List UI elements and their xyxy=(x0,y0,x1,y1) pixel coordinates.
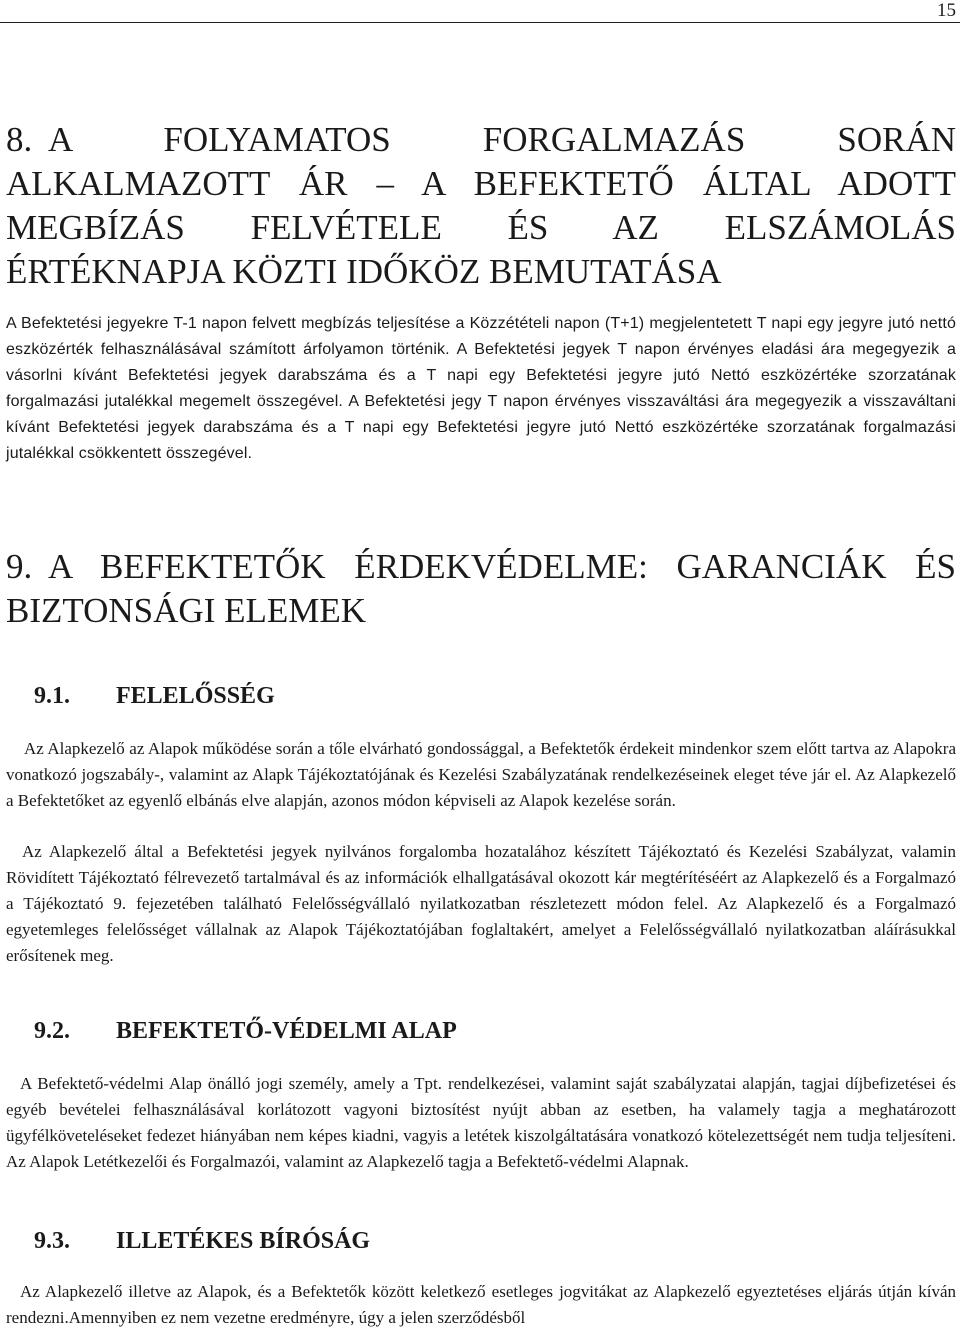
section-9-2-title: BEFEKTETŐ-VÉDELMI ALAP xyxy=(116,1018,457,1044)
section-8-heading xyxy=(6,118,956,294)
section-9-2-number: 9.2. xyxy=(34,1018,70,1044)
section-8-paragraph: A Befektetési jegyekre T-1 napon felvett megbízás teljesítése a Közzétételi napon (T+1) megjelentetett T napi egy jegyre jutó nettó eszközérték felhasználásával számított árfolyamon történik. A Befektetési jegyek T napon érvényes eladási ára megegyezik a vásorlni kívánt Befektetési jegyek darabszáma és a T napi egy Befektetési jegyre jutó Nettó eszközértéke szorzatának forgalmazási jutalékkal megemelt összegével. A Befektetési jegy T napon érvényes visszaváltási ára megegyezik a visszaváltani kívánt Befektetési jegyek darabszáma és a T napi egy Befektetési jegyre jutó Nettó eszközértéke szorzatának forgalmazási jutalékkal csökkentett összegével. xyxy=(6,315,956,462)
section-9-3-title: ILLETÉKES BÍRÓSÁG xyxy=(116,1228,371,1254)
section-9-3-paragraph: Az Alapkezelő illetve az Alapok, és a Befektetők között keletkező esetleges jogvitákat az Alapkezelő egyeztetéses eljárás útján kíván rendezni.Amennyiben ez nem vezetne eredményre, úgy a jelen szerződésből xyxy=(6,1282,956,1327)
section-9-1-heading xyxy=(34,681,275,711)
section-9-1-number: 9.1. xyxy=(34,683,70,709)
section-9-2-heading xyxy=(34,1016,457,1046)
section-9-number: 9. xyxy=(6,547,33,586)
section-9-heading xyxy=(6,545,956,633)
section-9-2-paragraph: A Befektető-védelmi Alap önálló jogi személy, amely a Tpt. rendelkezései, valamint saját szabályzatai alapján, tagjai díjbefizetései és egyéb bevételei felhasználásával korlátozott vagyoni biztosítést nyújt abban az esetben, ha valamely tagja a meghatározott ügyfélköveteléseket fedezet hiányában nem képes kiadni, vagyis a letétek kiszolgáltatására vonatkozó kötelezettségét nem tudja teljesíteni. Az Alapok Letétkezelői és Forgalmazói, valamint az Alapkezelő tagja a Befektető-védelmi Alapnak. xyxy=(6,1074,956,1171)
section-9-1-paragraph-1: Az Alapkezelő az Alapok működése során a tőle elvárható gondossággal, a Befektetők érdekeit mindenkor szem előtt tartva az Alapokra vonatkozó jogszabály-, valamint az Alapk Tájékoztatójának és Kezelési Szabályzatának rendelkezéseinek eleget téve jár el. Az Alapkezelő a Befektetőket az egyenlő elbánás elve alapján, azonos módon képviseli az Alapok kezelése során. xyxy=(6,739,956,810)
page-number: 15 xyxy=(937,0,956,21)
section-9-1-title: FELELŐSSÉG xyxy=(116,683,275,709)
section-9-3-number: 9.3. xyxy=(34,1228,70,1254)
section-8-number: 8. xyxy=(6,120,33,159)
section-9-1-paragraph-2: Az Alapkezelő által a Befektetési jegyek nyilvános forgalomba hozatalához készített Tájékoztató és Kezelési Szabályzat, valamin Rövidített Tájékoztató félrevezető tartalmával és az információk elhallgatásával okozott kár megtérítéséért az Alapkezelő és a Forgalmazó a Tájékoztató 9. fejezetében található Felelősségvállaló nyilatkozatban részletezett módon felel. Az Alapkezelő és a Forgalmazó egyetemleges felelősséget vállalnak az Alapok Tájékoztatójában foglaltakért, amelyet a Felelősségvállaló nyilatkozatban aláírásukkal erősítenek meg. xyxy=(6,842,956,965)
section-9-3-heading xyxy=(34,1226,370,1256)
header-rule xyxy=(0,22,960,23)
section-8-title: A FOLYAMATOS FORGALMAZÁS SORÁN ALKALMAZOTT ÁR – A BEFEKTETŐ ÁLTAL ADOTT MEGBÍZÁS FELVÉTELE ÉS AZ ELSZÁMOLÁS ÉRTÉKNAPJA KÖZTI IDŐKÖZ BEMUTATÁSA xyxy=(6,120,956,291)
section-9-title: A BEFEKTETŐK ÉRDEKVÉDELME: GARANCIÁK ÉS BIZTONSÁGI ELEMEK xyxy=(6,547,956,630)
